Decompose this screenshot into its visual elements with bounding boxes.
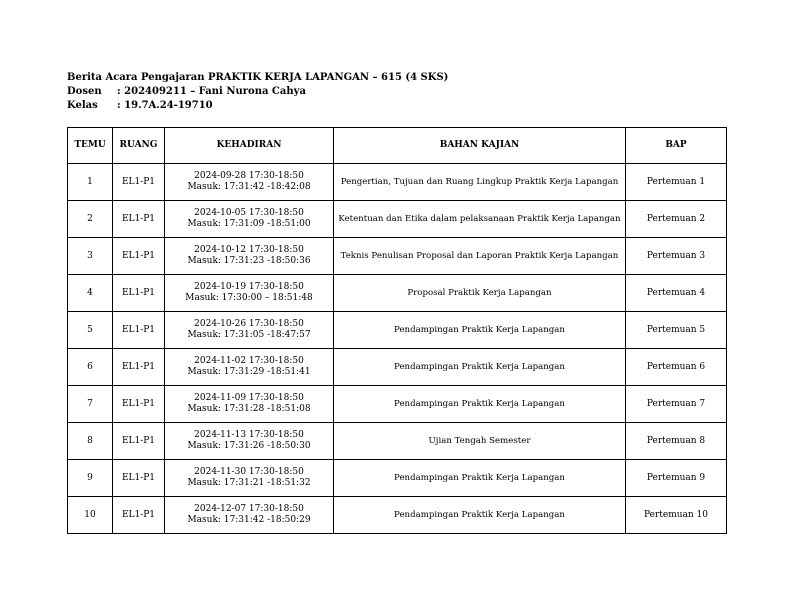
cell-bap: Pertemuan 1 xyxy=(626,164,727,201)
cell-kehadiran xyxy=(165,275,334,312)
kehadiran-masuk: Masuk: 17:31:05 -18:47:57 xyxy=(187,330,311,340)
dosen-value: : 202409211 – Fani Nurona Cahya xyxy=(117,86,306,97)
kehadiran-jadwal: 2024-11-09 17:30-18:50 xyxy=(194,393,304,403)
cell-temu: 6 xyxy=(68,349,113,386)
cell-kehadiran xyxy=(165,460,334,497)
document-header xyxy=(67,71,448,113)
kehadiran-masuk: Masuk: 17:31:42 -18:50:29 xyxy=(187,515,311,525)
cell-ruang: EL1-P1 xyxy=(113,201,165,238)
kehadiran-masuk: Masuk: 17:30:00 – 18:51:48 xyxy=(185,293,313,303)
cell-bahan-kajian: Proposal Praktik Kerja Lapangan xyxy=(334,275,626,312)
cell-bahan-kajian: Pendampingan Praktik Kerja Lapangan xyxy=(334,460,626,497)
cell-kehadiran xyxy=(165,312,334,349)
cell-bap: Pertemuan 8 xyxy=(626,423,727,460)
cell-temu: 4 xyxy=(68,275,113,312)
kehadiran-jadwal: 2024-11-30 17:30-18:50 xyxy=(194,467,304,477)
cell-temu: 9 xyxy=(68,460,113,497)
cell-ruang: EL1-P1 xyxy=(113,423,165,460)
kehadiran-jadwal: 2024-11-13 17:30-18:50 xyxy=(194,430,304,440)
kehadiran-masuk: Masuk: 17:31:42 -18:42:08 xyxy=(187,182,311,192)
cell-ruang: EL1-P1 xyxy=(113,349,165,386)
header-bahan-kajian: BAHAN KAJIAN xyxy=(334,128,626,164)
cell-temu: 1 xyxy=(68,164,113,201)
table-row xyxy=(68,349,727,386)
bap-table xyxy=(67,127,727,534)
cell-bap: Pertemuan 7 xyxy=(626,386,727,423)
kehadiran-masuk: Masuk: 17:31:28 -18:51:08 xyxy=(187,404,311,414)
kehadiran-masuk: Masuk: 17:31:21 -18:51:32 xyxy=(187,478,311,488)
kehadiran-jadwal: 2024-10-26 17:30-18:50 xyxy=(194,319,304,329)
cell-ruang: EL1-P1 xyxy=(113,164,165,201)
kelas-label: Kelas xyxy=(67,100,98,111)
kelas-row xyxy=(67,99,448,113)
cell-bap: Pertemuan 4 xyxy=(626,275,727,312)
kehadiran-jadwal: 2024-10-12 17:30-18:50 xyxy=(194,245,304,255)
cell-ruang: EL1-P1 xyxy=(113,497,165,534)
table-row xyxy=(68,460,727,497)
kehadiran-jadwal: 2024-11-02 17:30-18:50 xyxy=(194,356,304,366)
cell-temu: 10 xyxy=(68,497,113,534)
cell-bahan-kajian: Pengertian, Tujuan dan Ruang Lingkup Praktik Kerja Lapangan xyxy=(334,164,626,201)
cell-kehadiran xyxy=(165,164,334,201)
table-row xyxy=(68,164,727,201)
cell-bahan-kajian: Pendampingan Praktik Kerja Lapangan xyxy=(334,386,626,423)
cell-bap: Pertemuan 5 xyxy=(626,312,727,349)
cell-ruang: EL1-P1 xyxy=(113,238,165,275)
header-kehadiran: KEHADIRAN xyxy=(165,128,334,164)
cell-kehadiran xyxy=(165,349,334,386)
cell-kehadiran xyxy=(165,423,334,460)
kelas-value: : 19.7A.24-19710 xyxy=(117,100,213,111)
cell-bahan-kajian: Pendampingan Praktik Kerja Lapangan xyxy=(334,349,626,386)
header-temu: TEMU xyxy=(68,128,113,164)
cell-kehadiran xyxy=(165,201,334,238)
table-header-row xyxy=(68,128,727,164)
kehadiran-masuk: Masuk: 17:31:26 -18:50:30 xyxy=(187,441,311,451)
cell-ruang: EL1-P1 xyxy=(113,275,165,312)
cell-bahan-kajian: Ujian Tengah Semester xyxy=(334,423,626,460)
kehadiran-masuk: Masuk: 17:31:23 -18:50:36 xyxy=(187,256,311,266)
header-ruang: RUANG xyxy=(113,128,165,164)
document-title: Berita Acara Pengajaran PRAKTIK KERJA LAPANGAN – 615 (4 SKS) xyxy=(67,72,449,83)
cell-kehadiran xyxy=(165,238,334,275)
cell-ruang: EL1-P1 xyxy=(113,460,165,497)
dosen-row xyxy=(67,85,448,99)
kehadiran-jadwal: 2024-09-28 17:30-18:50 xyxy=(194,171,304,181)
cell-bahan-kajian: Teknis Penulisan Proposal dan Laporan Praktik Kerja Lapangan xyxy=(334,238,626,275)
cell-temu: 7 xyxy=(68,386,113,423)
header-bap: BAP xyxy=(626,128,727,164)
table-row xyxy=(68,497,727,534)
kehadiran-jadwal: 2024-10-05 17:30-18:50 xyxy=(194,208,304,218)
cell-bahan-kajian: Pendampingan Praktik Kerja Lapangan xyxy=(334,312,626,349)
table-row xyxy=(68,312,727,349)
cell-bahan-kajian: Ketentuan dan Etika dalam pelaksanaan Praktik Kerja Lapangan xyxy=(334,201,626,238)
cell-bahan-kajian: Pendampingan Praktik Kerja Lapangan xyxy=(334,497,626,534)
dosen-label: Dosen xyxy=(67,86,102,97)
table-row xyxy=(68,386,727,423)
kehadiran-masuk: Masuk: 17:31:29 -18:51:41 xyxy=(187,367,311,377)
cell-kehadiran xyxy=(165,386,334,423)
cell-ruang: EL1-P1 xyxy=(113,386,165,423)
cell-temu: 2 xyxy=(68,201,113,238)
cell-bap: Pertemuan 9 xyxy=(626,460,727,497)
table-row xyxy=(68,423,727,460)
cell-bap: Pertemuan 6 xyxy=(626,349,727,386)
cell-temu: 3 xyxy=(68,238,113,275)
kehadiran-jadwal: 2024-12-07 17:30-18:50 xyxy=(194,504,304,514)
kehadiran-masuk: Masuk: 17:31:09 -18:51:00 xyxy=(187,219,311,229)
table-row xyxy=(68,275,727,312)
kehadiran-jadwal: 2024-10-19 17:30-18:50 xyxy=(194,282,304,292)
cell-kehadiran xyxy=(165,497,334,534)
cell-bap: Pertemuan 10 xyxy=(626,497,727,534)
cell-temu: 8 xyxy=(68,423,113,460)
table-row xyxy=(68,201,727,238)
cell-temu: 5 xyxy=(68,312,113,349)
table-row xyxy=(68,238,727,275)
cell-ruang: EL1-P1 xyxy=(113,312,165,349)
cell-bap: Pertemuan 3 xyxy=(626,238,727,275)
cell-bap: Pertemuan 2 xyxy=(626,201,727,238)
